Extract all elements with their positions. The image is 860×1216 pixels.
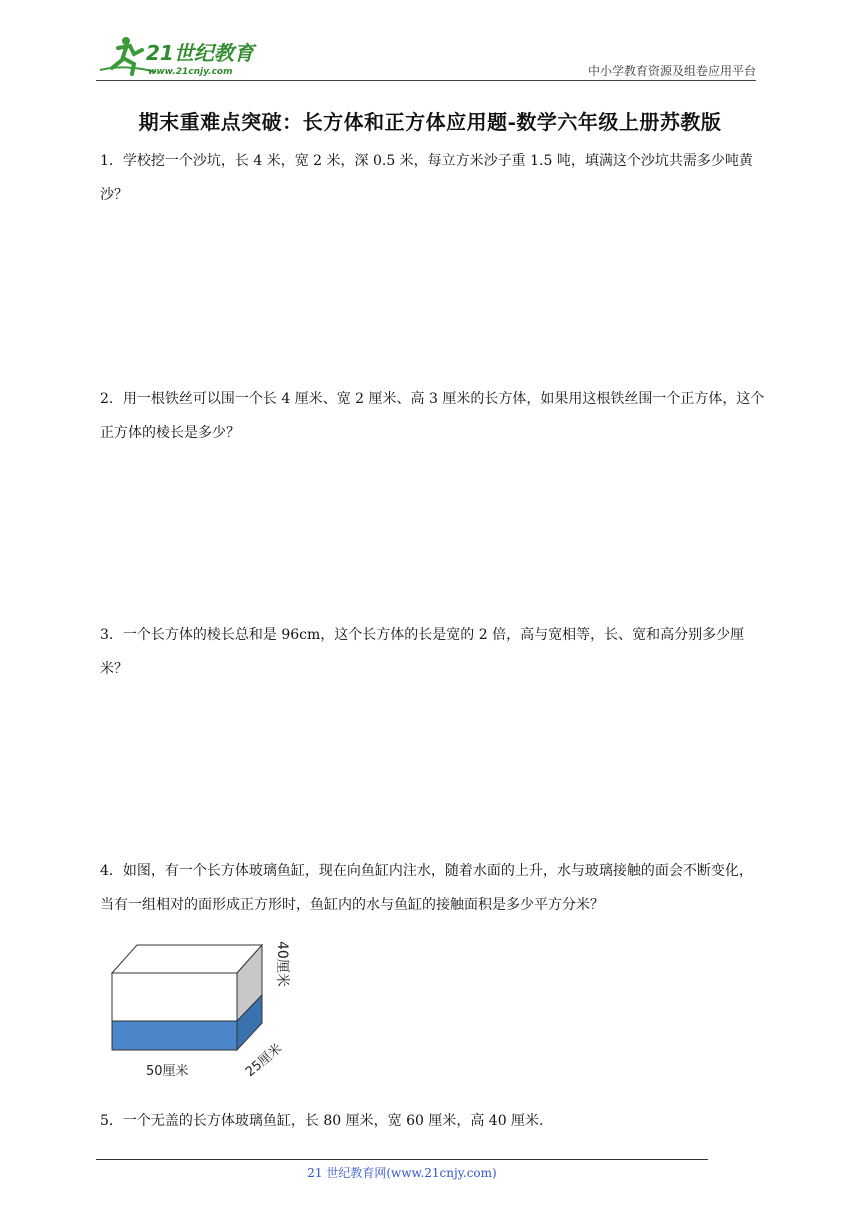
page-title: 期末重难点突破：长方体和正方体应用题-数学六年级上册苏教版 xyxy=(138,110,722,134)
question-5: 5．一个无盖的长方体玻璃鱼缸，长 80 厘米，宽 60 厘米，高 40 厘米. xyxy=(100,1113,544,1129)
tank-top-face xyxy=(112,945,262,973)
footer-divider xyxy=(96,1159,708,1160)
logo-url: www.21cnjy.com xyxy=(148,67,233,77)
width-label: 25厘米 xyxy=(242,1041,286,1081)
fish-tank-figure xyxy=(102,935,302,1085)
tank-front-face xyxy=(112,973,237,1021)
question-4: 4．如图，有一个长方体玻璃鱼缸，现在向鱼缸内注水，随着水面的上升，水与玻璃接触的面会不断变化，当有一组相对的面形成正方形时，鱼缸内的水与鱼缸的接触面积是多少平方分米？ xyxy=(100,863,753,913)
height-label: 40厘米 xyxy=(274,941,290,987)
tank-front-water xyxy=(112,1021,237,1050)
question-3: 3．一个长方体的棱长总和是 96cm，这个长方体的长是宽的 2 倍，高与宽相等，长、宽和高分别多少厘米？ xyxy=(100,627,745,677)
footer-link[interactable]: 21 世纪教育网(www.21cnjy.com) xyxy=(307,1166,497,1180)
site-logo xyxy=(96,34,266,78)
logo-wordmark: 21世纪教育 xyxy=(146,41,254,65)
question-2: 2．用一根铁丝可以围一个长 4 厘米、宽 2 厘米、高 3 厘米的长方体，如果用这根铁丝围一个正方体，这个正方体的棱长是多少？ xyxy=(100,391,765,441)
length-label: 50厘米 xyxy=(146,1064,189,1079)
question-1: 1．学校挖一个沙坑，长 4 米，宽 2 米，深 0.5 米，每立方米沙子重 1.5 吨，填满这个沙坑共需多少吨黄沙？ xyxy=(100,153,753,203)
header-divider xyxy=(96,80,756,81)
site-slogan: 中小学教育资源及组卷应用平台 xyxy=(587,64,756,78)
